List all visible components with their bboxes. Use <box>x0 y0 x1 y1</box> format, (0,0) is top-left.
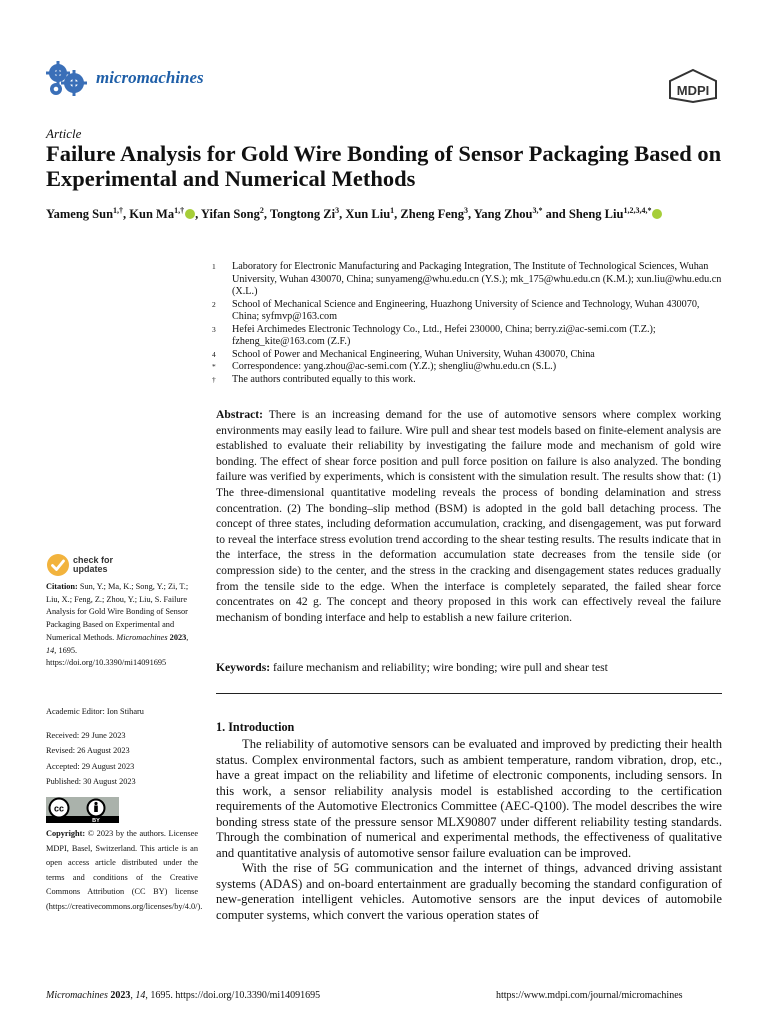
affiliation-marker: 4 <box>212 349 216 359</box>
affiliation-text: School of Mechanical Science and Engineering, Huazhong University of Science and Technology, Wuhan 430070, China; syfmvp@163.com <box>232 298 700 322</box>
author-affiliation-marker: 3 <box>463 206 468 215</box>
keywords-text: failure mechanism and reliability; wire bonding; wire pull and shear test <box>273 661 608 674</box>
author-name: Yameng Sun <box>46 207 114 222</box>
section-heading-introduction: 1. Introduction <box>216 720 295 734</box>
author-affiliation-marker: 1,† <box>174 206 185 215</box>
author-affiliation-marker: 3 <box>335 206 340 215</box>
keywords <box>216 660 721 676</box>
cc-by-license-icon[interactable] <box>46 797 119 823</box>
affiliation-item <box>212 361 727 374</box>
citation-journal: Micromachines <box>116 632 168 642</box>
mdpi-logo-text: MDPI <box>676 83 710 98</box>
article-type: Article <box>46 126 82 141</box>
affiliation-text: Correspondence: yang.zhou@ac-semi.com (Y.Z.); shengliu@whu.edu.cn (S.L.) <box>232 361 557 372</box>
author-name: Xun Liu <box>345 207 391 222</box>
article-title: Failure Analysis for Gold Wire Bonding of Sensor Packaging Based on Experimental and Numerical Methods <box>46 141 722 191</box>
affiliation-text: Laboratory for Electronic Manufacturing and Packaging Integration, The Institute of Technological Sciences, Wuhan University, Wuhan 430070, China; sunyameng@whu.edu.cn (Y.S.); mk_175@whu.edu.cn (K.M.); xun.liu@whu.edu.cn (X.L.) <box>232 261 722 297</box>
abstract-text: There is an increasing demand for the use of automotive sensors where complex working environments may easily lead to failure. Wire pull and shear test models based on finite-element analysis are established to evaluate their reliability by investigating the failure mode and mechanism of gold wire bonding. The effect of shear force position and pull force position on failure is also analyzed. The bonding failure was verified by experiments, which is consistent with the simulation result. The results show that: (1) The three-dimensional quantitative modeling reveals the process of bonding delamination and stress concentration. (2) The bonding–slip method (BSM) is adopted in the gold ball detaching process. The concept of three states, including deformation accumulation, cracking, and disengagement, was put forward to reveal the interface stress evolution trend according to the shear testing results. The results indicate that in the interface, the stress in the deformation accumulation state decreases from the tensile side (or compression side) to the center, and the stress in the cracking and disengagement states reduces gradually from the tensile side to the edge. When the interface is completely separated, the failed shear force concentrates on 42 g. The concept and theory proposed in this work can effectively reveal the failure mechanism of bonding interface and help to establish a new failure criterion. <box>216 408 721 624</box>
date-line: Published: 30 August 2023 <box>46 776 136 786</box>
affiliation-item <box>212 374 727 387</box>
affiliation-item <box>212 324 727 349</box>
footer-year: 2023 <box>110 990 131 1001</box>
affiliation-marker: 3 <box>212 324 216 334</box>
affiliation-text: The authors contributed equally to this work. <box>232 373 416 385</box>
date-line: Accepted: 29 August 2023 <box>46 761 135 771</box>
introduction-body <box>216 737 722 923</box>
footer-doi[interactable]: , 1695. https://doi.org/10.3390/mi14091695 <box>145 990 321 1001</box>
svg-text:BY: BY <box>92 818 100 823</box>
date-line: Revised: 26 August 2023 <box>46 746 130 756</box>
author-affiliation-marker: 1,† <box>113 206 124 215</box>
author-affiliation-marker: 1 <box>390 206 395 215</box>
copyright-text: © 2023 by the authors. Licensee MDPI, Basel, Switzerland. This article is an open access article distributed under the terms and conditions of the Creative Commons Attribution (CC BY) license (https://creativecommons.org/licenses/by/4.0/). <box>46 829 203 911</box>
abstract-label: Abstract: <box>216 408 264 421</box>
body-paragraph: With the rise of 5G communication and the internet of things, advanced driving assistant systems (ADAS) and on-board entertainment are gradually becoming the standard configuration of new-generation intelligent vehicles. Automotive sensors are the input devices of automobile computer systems, which convert the various operation states of <box>216 861 722 922</box>
citation-block: Citation: Sun, Y.; Ma, K.; Song, Y.; Zi, T.; Liu, X.; Feng, Z.; Zhou, Y.; Liu, S. Failure Analysis for Gold Wire Bonding of Sensor Packaging Based on Experimental and Numerical Methods. Micromachines 2023, 14, 1695. https://doi.org/10.3390/mi14091695 <box>46 582 189 668</box>
copyright-block <box>46 827 203 915</box>
footer-journal-url[interactable]: https://www.mdpi.com/journal/micromachines <box>496 990 683 1001</box>
check-for-updates-button[interactable] <box>46 553 113 577</box>
body-paragraph: The reliability of automotive sensors can be evaluated and improved by predicting their health status. Complex environmental factors, such as ambient temperature, random vibration, drop, etc., have a great impact on the reliability and lifetime of electronic components, including sensors. In this work, a sensor reliability analysis model is established according to the certification requirements of the Automotive Electronics Committee (AEC-Q100). The model describes the wire bonding stress state of the pressure sensor MLX90807 under different reliability testing standards. Through the combination of numerical and experimental methods, the effectiveness of qualitative and quantitative analysis of automotive sensor failure evaluation can be improved. <box>216 737 722 860</box>
author-list: Yameng Sun$^{1,\dagger}$, Kun $Ma^{1,\dagger}$ , Yifan Song$^2$, Tongtong Zi$^3$, Xun Liu$^1$, Zheng Feng$^3$, Yang Zhou$^{3,*}$ and Sheng Liu$^{1,2,3,4,*}$ <box>46 203 726 222</box>
affiliation-item <box>212 261 727 299</box>
author-affiliation-marker: 3,* <box>532 206 543 215</box>
affiliation-text: School of Power and Mechanical Engineering, Wuhan University, Wuhan 430070, China <box>232 348 595 360</box>
orcid-icon[interactable] <box>652 209 662 219</box>
abstract <box>216 407 721 625</box>
affiliation-marker: 2 <box>212 299 216 309</box>
journal-name: micromachines <box>96 68 204 87</box>
citation-text: Sun, Y.; Ma, K.; Song, Y.; Zi, T.; Liu, X.; Feng, Z.; Zhou, Y.; Liu, S. Failure Analysis for Gold Wire Bonding of Sensor Packaging Based on Experimental and Numerical Methods. <box>46 582 189 642</box>
mdpi-logo-icon <box>666 68 720 104</box>
publication-dates <box>46 728 198 789</box>
author-name: Sheng Liu <box>568 207 624 222</box>
author-name: Kun Ma <box>129 207 175 222</box>
journal-gear-logo-icon <box>44 59 90 99</box>
author-name: Yifan Song <box>200 207 260 222</box>
orcid-icon[interactable] <box>185 209 195 219</box>
footer-journal: Micromachines <box>46 990 108 1001</box>
footer-citation: Micromachines 2023, 14, 1695. https://doi.org/10.3390/mi14091695 <box>46 990 321 1001</box>
author-affiliation-marker: 1,2,3,4,* <box>623 206 652 215</box>
affiliation-marker: † <box>212 374 216 384</box>
affiliation-item <box>212 299 727 324</box>
svg-text:cc: cc <box>53 803 65 814</box>
date-line: Received: 29 June 2023 <box>46 731 126 740</box>
check-for-updates-icon <box>46 553 70 577</box>
affiliation-marker: * <box>212 362 216 371</box>
affiliation-item <box>212 349 727 362</box>
citation-label: Citation: <box>46 582 78 591</box>
author-name: Tongtong Zi <box>269 207 336 222</box>
affiliation-marker: 1 <box>212 262 216 271</box>
author-affiliation-marker: 2 <box>259 206 264 215</box>
author-name: Yang Zhou <box>473 207 533 222</box>
affiliation-list <box>212 261 727 386</box>
affiliation-text: Hefei Archimedes Electronic Technology Co., Ltd., Hefei 230000, China; berry.zi@ac-semi.com (T.Z.); fzheng_kite@163.com (Z.F.) <box>232 323 656 347</box>
check-updates-line1: check for <box>73 555 114 565</box>
footer-volume: 14 <box>135 990 146 1001</box>
citation-doi[interactable]: 1695. https://doi.org/10.3390/mi14091695 <box>46 645 167 668</box>
check-updates-line2: updates <box>73 564 108 574</box>
citation-volume: 14 <box>46 645 55 655</box>
copyright-label: Copyright: <box>46 829 86 838</box>
citation-year: 2023 <box>169 632 187 642</box>
keywords-label: Keywords: <box>216 661 271 674</box>
academic-editor: Academic Editor: Ion Stiharu <box>46 707 144 716</box>
author-name: Zheng Feng <box>400 207 464 222</box>
section-divider <box>216 693 722 694</box>
